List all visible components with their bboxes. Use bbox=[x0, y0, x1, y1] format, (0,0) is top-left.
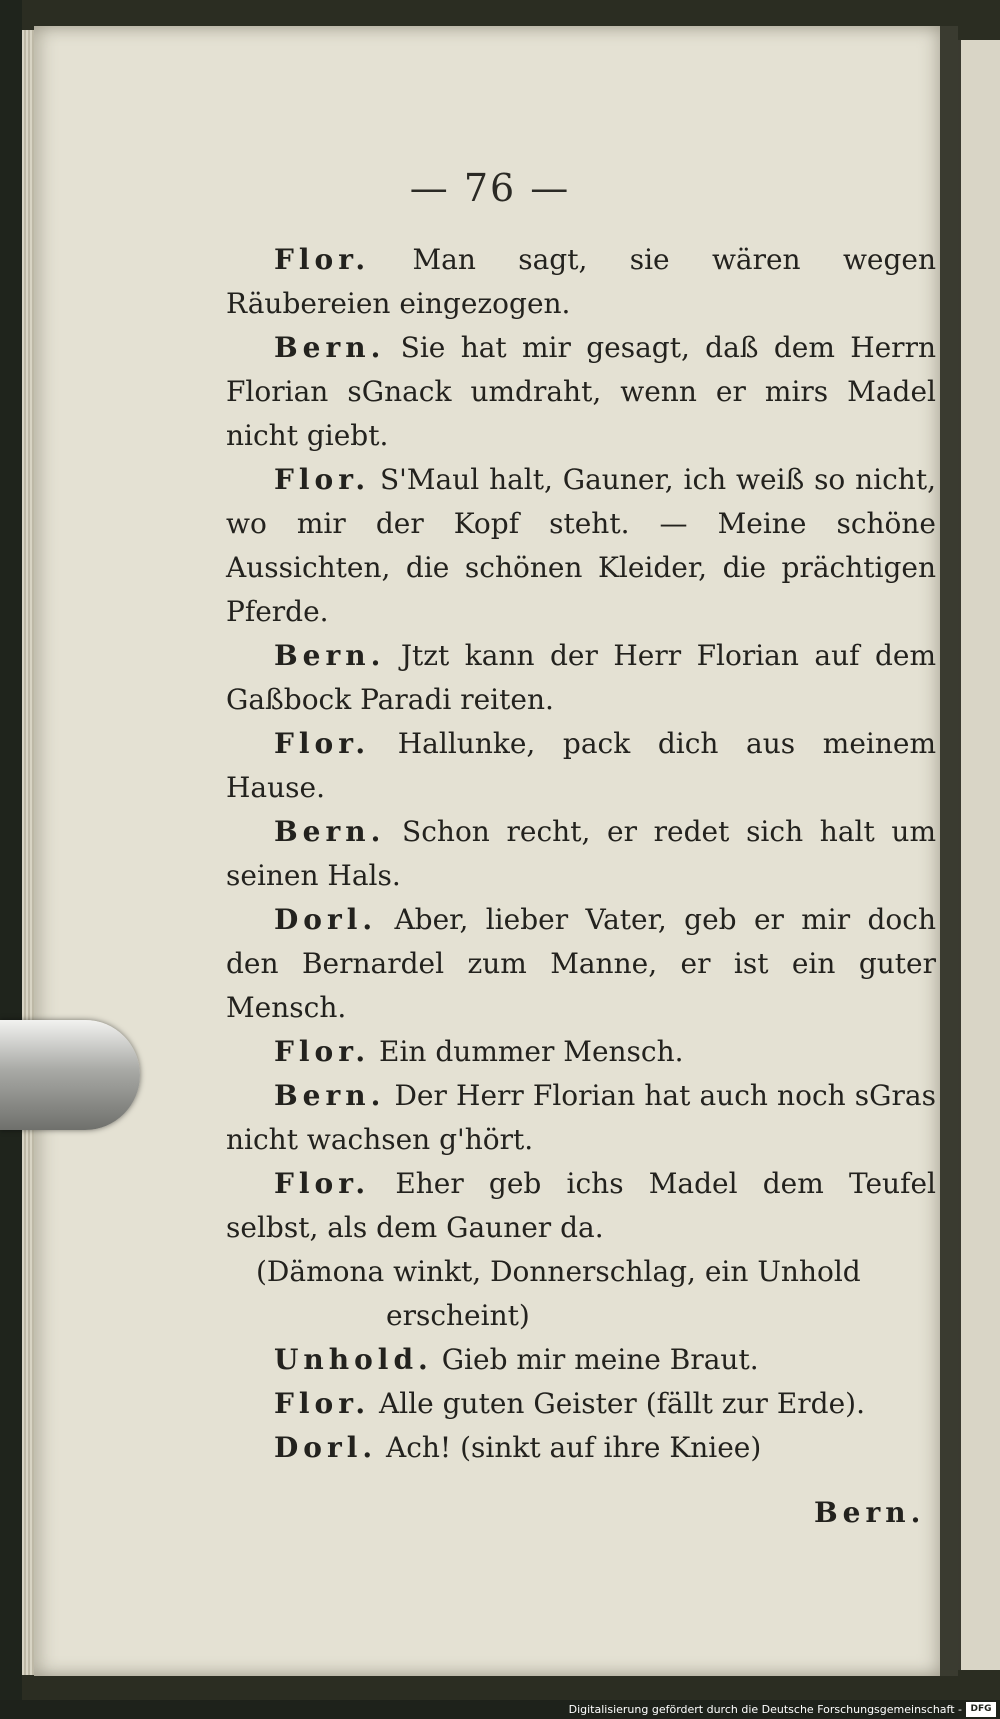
dialogue-text: Hallunke, pack dich aus meinem Hause. bbox=[226, 727, 937, 804]
dialogue-text: Ach! (sinkt auf ihre Kniee) bbox=[386, 1431, 762, 1464]
speaker-name: Flor. bbox=[274, 1035, 371, 1068]
dialogue-line bbox=[226, 1426, 936, 1470]
dialogue-line bbox=[226, 634, 936, 722]
speaker-name: Bern. bbox=[274, 639, 386, 672]
adjacent-page bbox=[958, 40, 1000, 1670]
dialogue-line bbox=[226, 326, 936, 458]
speaker-name: Flor. bbox=[274, 1387, 371, 1420]
speaker-name: Bern. bbox=[274, 815, 386, 848]
dialogue-text: Sie hat mir gesagt, daß dem Herrn Florian sGnack umdraht, wenn er mirs Madel nicht giebt. bbox=[226, 331, 936, 452]
dialogue-text: Alle guten Geister (fällt zur Erde). bbox=[379, 1387, 865, 1420]
speaker-name: Dorl. bbox=[274, 903, 378, 936]
speaker-name: Unhold. bbox=[274, 1343, 433, 1376]
book-gutter bbox=[940, 26, 958, 1676]
dialogue-line bbox=[226, 1338, 936, 1382]
play-text bbox=[226, 238, 936, 1470]
dfg-logo: DFG bbox=[966, 1702, 996, 1717]
speaker-name: Flor. bbox=[274, 1167, 371, 1200]
dialogue-line bbox=[226, 238, 936, 326]
funding-credit: Digitalisierung gefördert durch die Deutsche Forschungsgemeinschaft - bbox=[568, 1703, 962, 1716]
dialogue-line bbox=[226, 1074, 936, 1162]
dialogue-line bbox=[226, 1162, 936, 1250]
dialogue-text: Aber, lieber Vater, geb er mir doch den Bernardel zum Manne, er ist ein guter Mensch. bbox=[226, 903, 936, 1024]
catchword: Bern. bbox=[814, 1496, 926, 1529]
speaker-name: Dorl. bbox=[274, 1431, 378, 1464]
dialogue-text: Schon recht, er redet sich halt um seinen Hals. bbox=[226, 815, 936, 892]
dialogue-line bbox=[226, 722, 936, 810]
scan-background bbox=[0, 0, 22, 1700]
dialogue-text: Man sagt, sie wären wegen Räubereien eingezogen. bbox=[226, 243, 937, 320]
stage-direction: (Dämona winkt, Donnerschlag, ein Unhold erscheint) bbox=[256, 1255, 861, 1332]
dialogue-line bbox=[226, 810, 936, 898]
dialogue-text: S'Maul halt, Gauner, ich weiß so nicht, wo mir der Kopf steht. — Meine schöne Aussichten, die schönen Kleider, die prächtigen Pferde. bbox=[226, 463, 936, 628]
dialogue-text: Eher geb ichs Madel dem Teufel selbst, als dem Gauner da. bbox=[226, 1167, 936, 1244]
dialogue-line bbox=[226, 458, 936, 634]
page-number: — 76 — bbox=[409, 166, 571, 210]
dialogue-text: Jtzt kann der Herr Florian auf dem Gaßbock Paradi reiten. bbox=[226, 639, 936, 716]
book-page bbox=[34, 26, 946, 1676]
dialogue-line bbox=[226, 1382, 936, 1426]
speaker-name: Flor. bbox=[274, 243, 371, 276]
speaker-name: Flor. bbox=[274, 727, 371, 760]
footer-bar bbox=[0, 1700, 1000, 1719]
speaker-name: Bern. bbox=[274, 331, 386, 364]
speaker-name: Flor. bbox=[274, 463, 371, 496]
dialogue-line bbox=[226, 1030, 936, 1074]
dialogue-line bbox=[226, 898, 936, 1030]
page-clip bbox=[0, 1020, 140, 1130]
dialogue-text: Gieb mir meine Braut. bbox=[441, 1343, 759, 1376]
speaker-name: Bern. bbox=[274, 1079, 386, 1112]
dialogue-text: Ein dummer Mensch. bbox=[379, 1035, 684, 1068]
dialogue-text: Der Herr Florian hat auch noch sGras nicht wachsen g'hört. bbox=[226, 1079, 936, 1156]
